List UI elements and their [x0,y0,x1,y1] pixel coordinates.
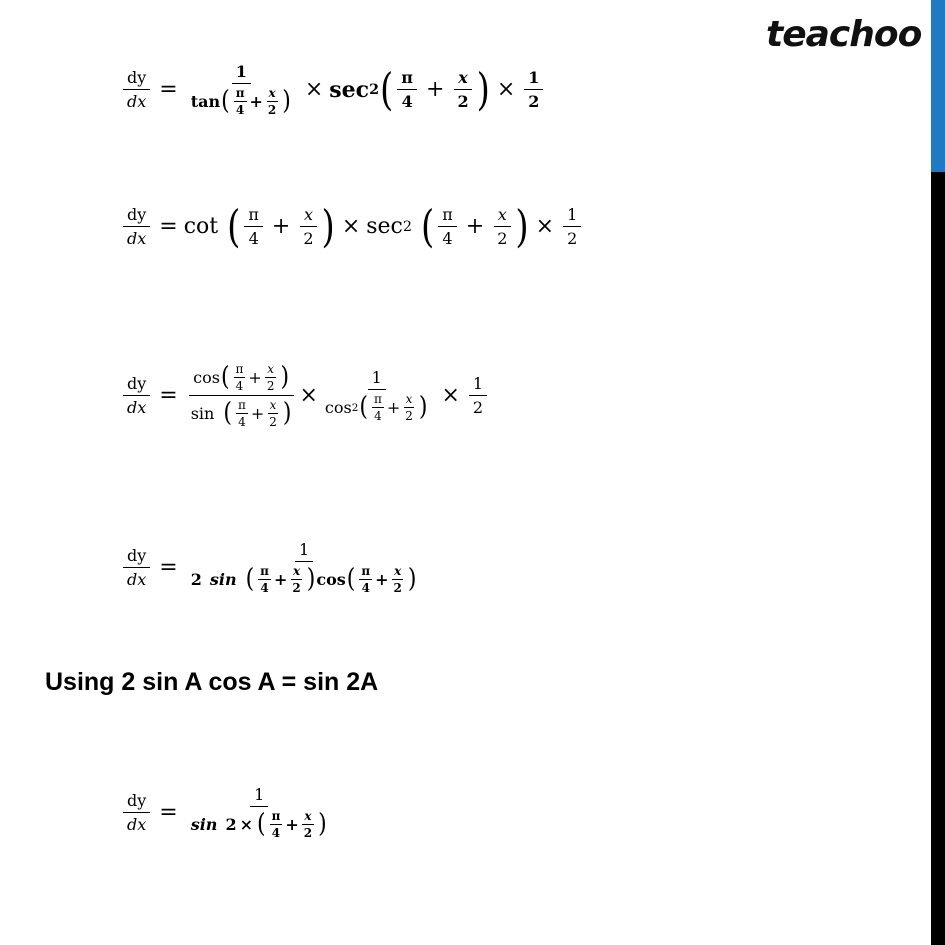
equation-5: $\frac{dy}{dx}$ = 1 sin 2 × ( $\frac{\pi}{4}$ + $\frac{x}{2}$ ) [120,785,335,840]
one-over-tan: 1 tan ( $\frac{\pi}{4}$ + $\frac{x}{2}$ ) [190,62,291,117]
dy-dx: $\frac{dy}{dx}$ [123,68,150,111]
equation-2: $\frac{dy}{dx}$ = cot ( $\frac{\pi}{4}$ + $\frac{x}{2}$ ) × sec 2 ( $\frac{\pi}{4}$ + $\frac{x}{2}$ ) × $\frac{1}{2}$ [120,205,584,248]
accent-bar [931,0,945,172]
equation-3: $\frac{dy}{dx}$ = cos ( $\frac{\pi}{4}$ + $\frac{x}{2}$ ) sin ( $\frac{\pi}{4}$ + $\frac{x}{2}$ ) × 1 cos 2 ( $\frac{\pi}{4}$ + $\frac{x}{2}$ ) × $\frac{1}{2}$ [120,362,490,429]
one-over-sin2x: 1 sin 2 × ( $\frac{\pi}{4}$ + $\frac{x}{2}$ ) [190,785,327,840]
identity-note: Using 2 sin A cos A = sin 2A [45,668,379,696]
one-over-cos2: 1 cos 2 ( $\frac{\pi}{4}$ + $\frac{x}{2}$ ) [324,368,428,423]
equation-4: $\frac{dy}{dx}$ = 1 2 sin ( $\frac{\pi}{4}$ + $\frac{x}{2}$ ) cos ( $\frac{\pi}{4}$ + $\frac{x}{2}$ ) [120,540,425,595]
equation-1: $\frac{dy}{dx}$ = 1 tan ( $\frac{\pi}{4}$ + $\frac{x}{2}$ ) × sec 2 ( $\frac{\pi}{4}$ + $\frac{x}{2}$ ) × $\frac{1}{2}$ [120,62,546,117]
right-edge-bar [931,0,945,945]
cos-over-sin: cos ( $\frac{\pi}{4}$ + $\frac{x}{2}$ ) sin ( $\frac{\pi}{4}$ + $\frac{x}{2}$ ) [187,362,297,429]
one-over-2sincos: 1 2 sin ( $\frac{\pi}{4}$ + $\frac{x}{2}$ ) cos ( $\frac{\pi}{4}$ + $\frac{x}{2}$ ) [190,540,417,595]
teachoo-logo: teachoo [766,14,922,55]
